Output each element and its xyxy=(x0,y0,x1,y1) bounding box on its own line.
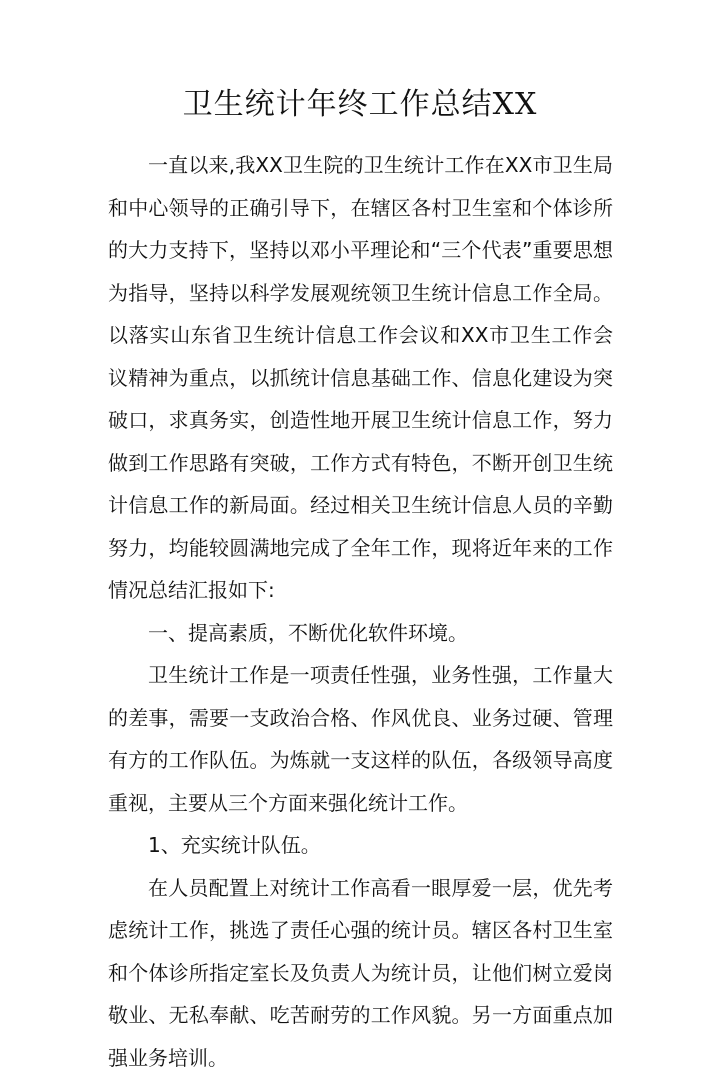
document-body xyxy=(108,144,613,1079)
paragraph-intro: 一直以来,我XX卫生院的卫生统计工作在XX市卫生局和中心领导的正确引导下，在辖区各村卫生室和个体诊所的大力支持下，坚持以邓小平理论和“三个代表”重要思想为指导，坚持以科学发展观统领卫生统计信息工作全局。以落实山东省卫生统计信息工作会议和XX市卫生工作会议精神为重点，以抓统计信息基础工作、信息化建设为突破口，求真务实，创造性地开展卫生统计信息工作，努力做到工作思路有突破，工作方式有特色，不断开创卫生统计信息工作的新局面。经过相关卫生统计信息人员的辛勤努力，均能较圆满地完成了全年工作，现将近年来的工作情况总结汇报如下: xyxy=(108,144,613,612)
paragraph-subsection-1: 在人员配置上对统计工作高看一眼厚爱一层，优先考虑统计工作，挑选了责任心强的统计员。辖区各村卫生室和个体诊所指定室长及负责人为统计员，让他们树立爱岗敬业、无私奉献、吃苦耐劳的工作风貌。另一方面重点加强业务培训。 xyxy=(108,867,613,1079)
subsection-heading-1: 1、充实统计队伍。 xyxy=(108,824,613,867)
document-title: 卫生统计年终工作总结XX xyxy=(0,84,720,126)
section-heading-1: 一、提高素质，不断优化软件环境。 xyxy=(108,612,613,655)
paragraph-section-1: 卫生统计工作是一项责任性强，业务性强，工作量大的差事，需要一支政治合格、作风优良、业务过硬、管理有方的工作队伍。为炼就一支这样的队伍，各级领导高度重视，主要从三个方面来强化统计工作。 xyxy=(108,654,613,824)
